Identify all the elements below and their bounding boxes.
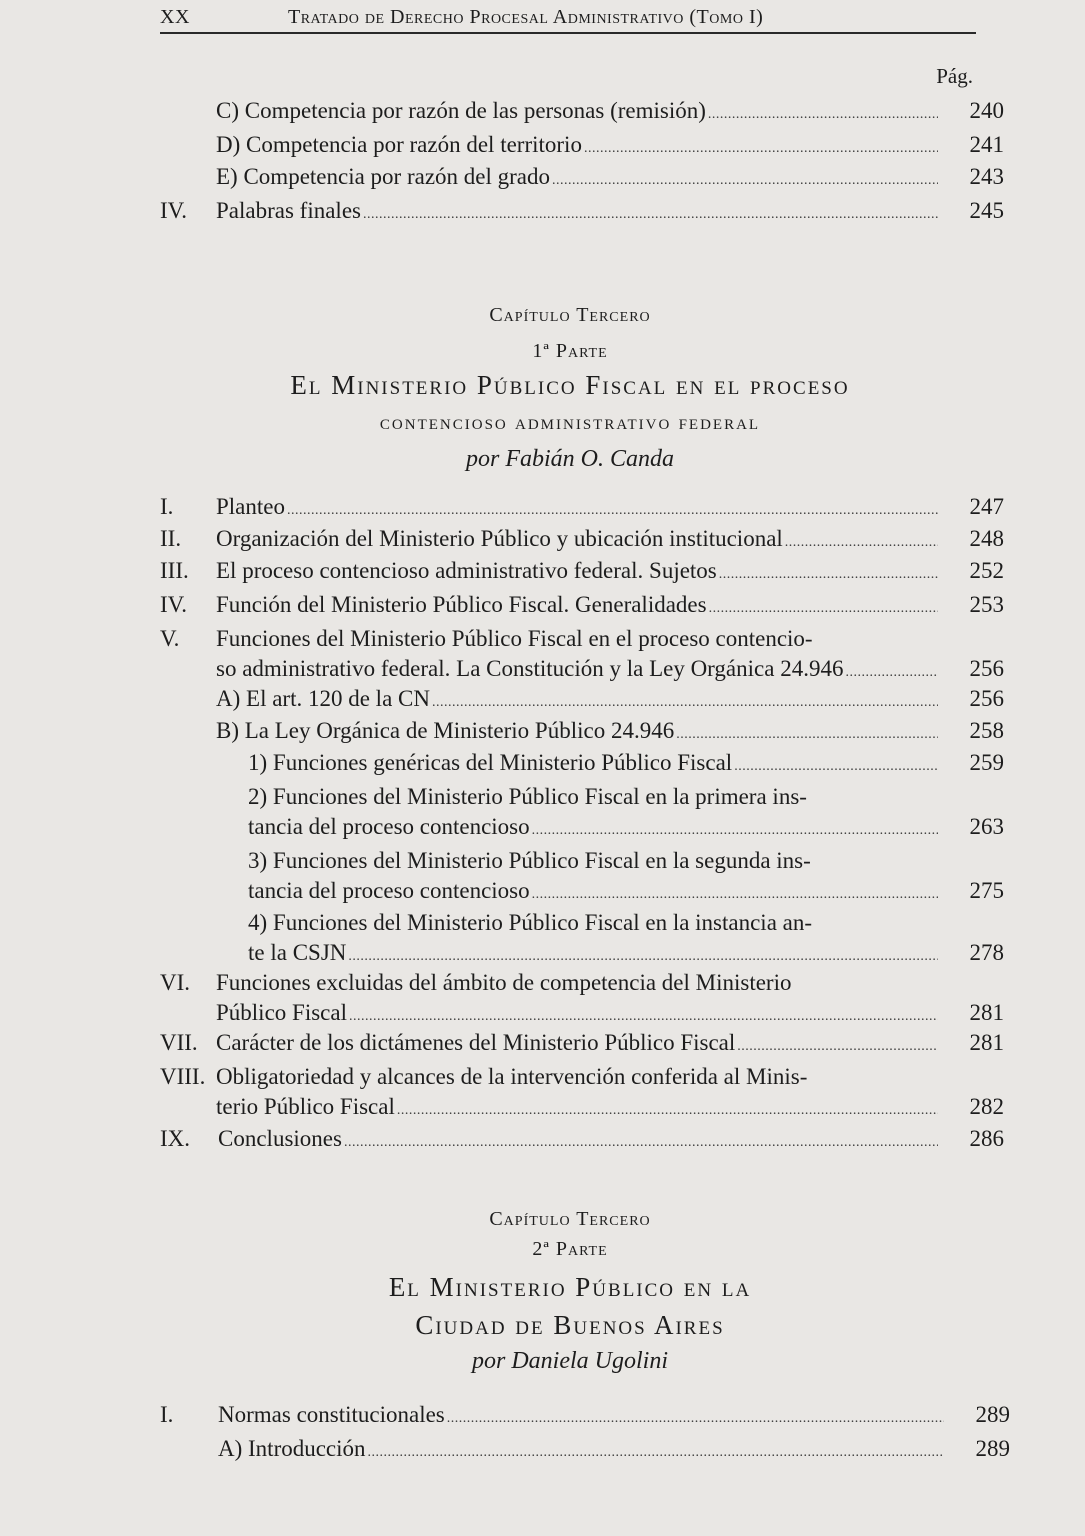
toc-entry <box>0 1124 1085 1156</box>
toc-entry-number: VII. <box>160 1030 198 1055</box>
leader-dots <box>397 1092 938 1126</box>
toc-entry-page: 289 <box>975 1402 1010 1427</box>
toc-entry-page: 248 <box>969 526 1004 551</box>
toc-entry <box>0 908 1085 970</box>
toc-entry <box>0 162 1085 194</box>
toc-entry <box>0 684 1085 716</box>
leader-dots <box>584 130 938 164</box>
toc-entry <box>0 1400 1085 1432</box>
toc-entry-label: E) Competencia por razón del grado <box>216 164 551 189</box>
chapter-heading: Capítulo Tercero <box>489 1208 651 1230</box>
toc-entry-label: Público Fiscal <box>216 1000 347 1025</box>
toc-entry-page: 241 <box>969 132 1004 157</box>
toc-entry <box>0 524 1085 556</box>
chapter-title-line2: Ciudad de Buenos Aires <box>415 1310 725 1340</box>
toc-entry-label: terio Público Fiscal <box>216 1094 395 1119</box>
toc-entry <box>0 624 1085 686</box>
toc-entry-page: 289 <box>975 1436 1010 1461</box>
toc-entry-label: Planteo <box>216 494 285 519</box>
toc-entry-label: 1) Funciones genéricas del Ministerio Público Fiscal <box>248 750 733 775</box>
toc-entry <box>0 716 1085 748</box>
leader-dots <box>708 96 938 130</box>
toc-entry <box>0 590 1085 622</box>
toc-entry-number: IV. <box>160 592 188 617</box>
toc-entry <box>0 1028 1085 1060</box>
toc-entry-label: B) La Ley Orgánica de Ministerio Público 24.946 <box>216 718 675 743</box>
toc-entry <box>0 748 1085 780</box>
toc-entry-number: VI. <box>160 970 191 995</box>
toc-entry-number: IV. <box>160 198 188 223</box>
toc-entry-page: 253 <box>969 592 1004 617</box>
leader-dots <box>734 748 938 782</box>
toc-entry-label-line1: 3) Funciones del Ministerio Público Fiscal en la segunda ins- <box>248 848 811 873</box>
leader-dots <box>709 590 938 624</box>
toc-entry-label: te la CSJN <box>248 940 347 965</box>
toc-entry-label-line1: 2) Funciones del Ministerio Público Fiscal en la primera ins- <box>248 784 807 809</box>
toc-entry-label: A) Introducción <box>218 1436 366 1461</box>
chapter-author: por Fabián O. Canda <box>465 446 674 472</box>
chapter-heading: Capítulo Tercero <box>489 304 651 326</box>
toc-entry-page: 281 <box>969 1030 1004 1055</box>
toc-entry <box>0 1434 1085 1466</box>
page-column-label: Pág. <box>936 64 973 88</box>
toc-entry-label: Carácter de los dictámenes del Ministerio Público Fiscal <box>216 1030 736 1055</box>
toc-entry-page: 240 <box>969 98 1004 123</box>
toc-entry-label: Palabras finales <box>216 198 361 223</box>
toc-entry <box>0 782 1085 844</box>
toc-entry <box>0 846 1085 908</box>
header-rule <box>160 32 976 34</box>
toc-entry <box>0 556 1085 588</box>
leader-dots <box>719 556 938 590</box>
toc-entry-page: 245 <box>969 198 1004 223</box>
toc-entry-number: III. <box>160 558 189 583</box>
toc-entry-page: 243 <box>969 164 1004 189</box>
toc-entry-number: II. <box>160 526 182 551</box>
toc-entry-label-line1: Funciones excluidas del ámbito de competencia del Ministerio <box>216 970 792 995</box>
toc-entry-label: Organización del Ministerio Público y ubicación institucional <box>216 526 783 551</box>
leader-dots <box>348 938 938 972</box>
toc-entry-page: 278 <box>969 940 1004 965</box>
chapter-author: por Daniela Ugolini <box>472 1348 668 1374</box>
toc-entry-label: tancia del proceso contencioso <box>248 878 530 903</box>
toc-entry-label: El proceso contencioso administrativo federal. Sujetos <box>216 558 717 583</box>
leader-dots <box>363 196 938 230</box>
chapter-title-line1: El Ministerio Público en la <box>388 1272 752 1302</box>
toc-entry-page: 256 <box>969 656 1004 681</box>
leader-dots <box>676 716 938 750</box>
toc-entry <box>0 1062 1085 1124</box>
toc-entry <box>0 968 1085 1030</box>
toc-entry-number: I. <box>160 494 174 519</box>
chapter-title-line1: El Ministerio Público Fiscal en el proceso <box>290 370 850 400</box>
toc-entry-page: 252 <box>969 558 1004 583</box>
toc-entry-number: VIII. <box>160 1064 206 1089</box>
leader-dots <box>447 1400 944 1434</box>
toc-entry-label: tancia del proceso contencioso <box>248 814 530 839</box>
toc-entry-label: A) El art. 120 de la CN <box>216 686 430 711</box>
page-folio: XX <box>160 6 190 28</box>
toc-entry <box>0 492 1085 524</box>
leader-dots <box>344 1124 938 1158</box>
leader-dots <box>432 684 938 718</box>
toc-entry-page: 263 <box>969 814 1004 839</box>
leader-dots <box>552 162 938 196</box>
chapter-title-line2: contencioso administrativo federal <box>379 410 761 434</box>
toc-entry-page: 247 <box>969 494 1004 519</box>
toc-entry-number: IX. <box>160 1126 191 1151</box>
leader-dots <box>785 524 938 558</box>
toc-entry <box>0 96 1085 128</box>
toc-entry-label: so administrativo federal. La Constitución y la Ley Orgánica 24.946 <box>216 656 844 681</box>
toc-entry-page: 275 <box>969 878 1004 903</box>
toc-entry-label-line1: Obligatoriedad y alcances de la intervención conferida al Minis- <box>216 1064 808 1089</box>
toc-entry-label-line1: 4) Funciones del Ministerio Público Fiscal en la instancia an- <box>248 910 813 935</box>
toc-entry-number: I. <box>160 1402 174 1427</box>
leader-dots <box>287 492 938 526</box>
toc-entry-page: 286 <box>969 1126 1004 1151</box>
toc-entry-number: V. <box>160 626 180 651</box>
running-header <box>160 4 976 34</box>
leader-dots <box>349 998 938 1032</box>
part-heading: 1ª Parte <box>532 340 608 362</box>
toc-entry-page: 282 <box>969 1094 1004 1119</box>
leader-dots <box>532 876 938 910</box>
leader-dots <box>532 812 938 846</box>
toc-entry <box>0 130 1085 162</box>
toc-entry-page: 281 <box>969 1000 1004 1025</box>
toc-entry-page: 259 <box>969 750 1004 775</box>
running-title: Tratado de Derecho Procesal Administrativo (Tomo I) <box>288 6 764 28</box>
toc-entry-label: Normas constitucionales <box>218 1402 445 1427</box>
leader-dots <box>845 654 938 688</box>
toc-entry-page: 256 <box>969 686 1004 711</box>
toc-entry-label: C) Competencia por razón de las personas (remisión) <box>216 98 706 123</box>
toc-entry <box>0 196 1085 228</box>
leader-dots <box>368 1434 944 1468</box>
toc-entry-label-line1: Funciones del Ministerio Público Fiscal en el proceso contencio- <box>216 626 813 651</box>
part-heading: 2ª Parte <box>532 1238 608 1260</box>
leader-dots <box>737 1028 938 1062</box>
toc-entry-label: D) Competencia por razón del territorio <box>216 132 582 157</box>
toc-entry-label: Función del Ministerio Público Fiscal. Generalidades <box>216 592 707 617</box>
toc-entry-page: 258 <box>969 718 1004 743</box>
toc-entry-label: Conclusiones <box>218 1126 342 1151</box>
